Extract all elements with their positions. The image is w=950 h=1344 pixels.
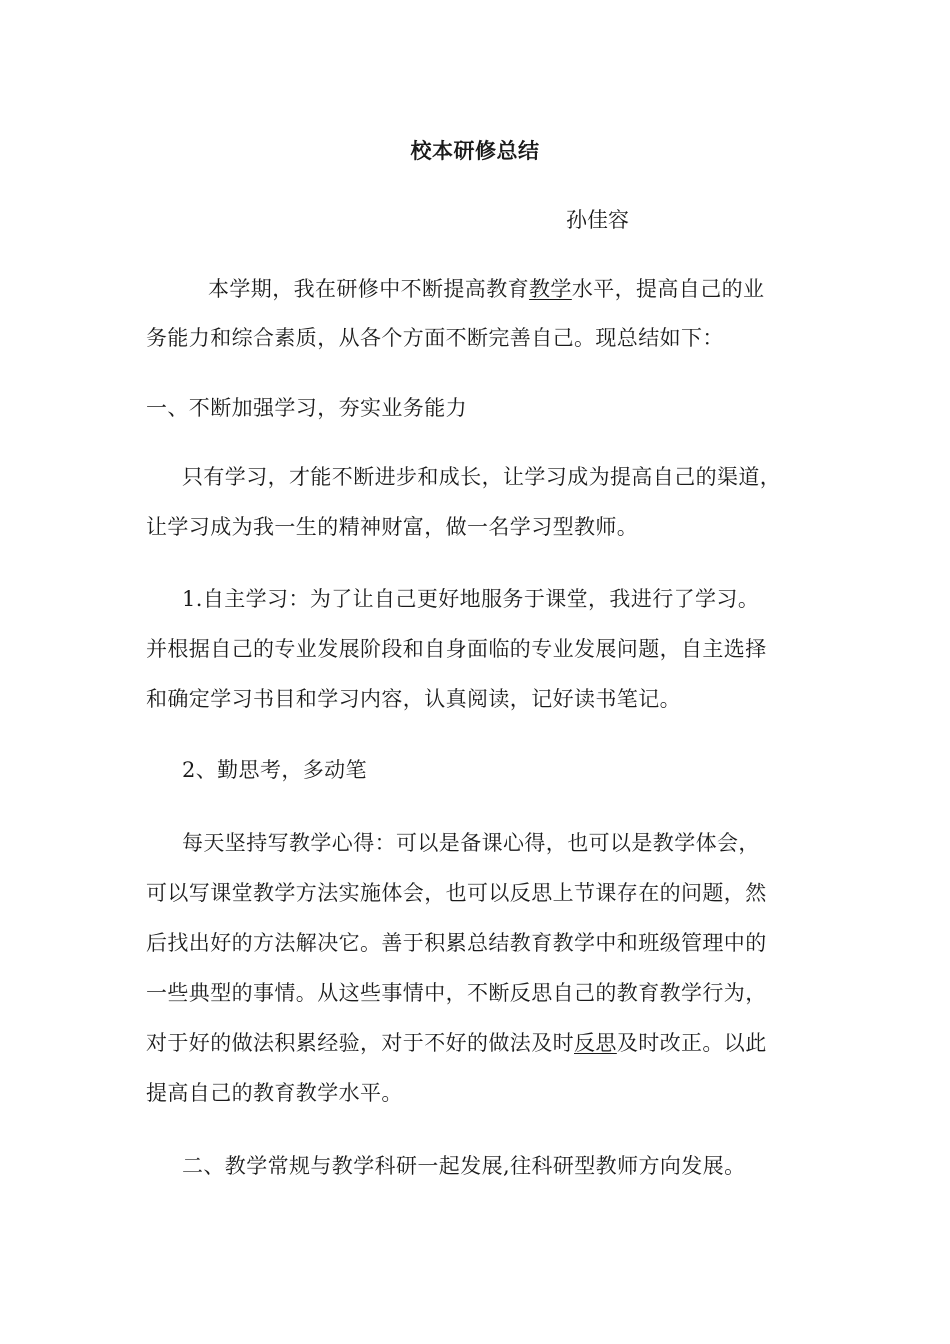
intro-text-b: 水平，提高自己的业: [571, 277, 765, 301]
item2-text-a: 对于好的做法积累经验，对于不好的做法及时: [146, 1031, 574, 1055]
item1-line-2: 并根据自己的专业发展阶段和自身面临的专业发展问题，自主选择: [146, 637, 767, 661]
intro-text-a: 本学期，我在研修中不断提高教育: [208, 277, 529, 301]
link-teaching[interactable]: 教学: [529, 277, 572, 301]
item2-text-b: 及时改正。以此: [616, 1031, 767, 1055]
section1-para-line-2: 让学习成为我一生的精神财富，做一名学习型教师。: [146, 515, 639, 539]
section1-heading: 一、不断加强学习，夯实业务能力: [146, 396, 467, 420]
section2-heading: 二、教学常规与教学科研一起发展,往科研型教师方向发展。: [182, 1154, 746, 1178]
item2-para-line-1: 每天坚持写教学心得：可以是备课心得，也可以是教学体会，: [182, 831, 760, 855]
item2-para-line-2: 可以写课堂教学方法实施体会，也可以反思上节课存在的问题，然: [146, 881, 767, 905]
item1-line-3: 和确定学习书目和学习内容，认真阅读，记好读书笔记。: [146, 687, 681, 711]
item2-para-line-5: [146, 1028, 806, 1058]
document-title: 校本研修总结: [410, 138, 540, 163]
link-reflect[interactable]: 反思: [574, 1031, 617, 1055]
author-name: 孙佳容: [566, 208, 629, 232]
intro-line-2: 务能力和综合素质，从各个方面不断完善自己。现总结如下：: [146, 326, 724, 350]
item2-para-line-3: 后找出好的方法解决它。善于积累总结教育教学中和班级管理中的: [146, 931, 767, 955]
item2-heading: 2、勤思考，多动笔: [182, 758, 367, 782]
item2-para-line-4: 一些典型的事情。从这些事情中，不断反思自己的教育教学行为，: [146, 981, 767, 1005]
section1-para-line-1: 只有学习，才能不断进步和成长，让学习成为提高自己的渠道，: [182, 465, 782, 489]
intro-line-1: [146, 274, 806, 304]
item2-para-line-6: 提高自己的教育教学水平。: [146, 1081, 403, 1105]
item1-line-1: 1.自主学习：为了让自己更好地服务于课堂，我进行了学习。: [182, 587, 760, 611]
